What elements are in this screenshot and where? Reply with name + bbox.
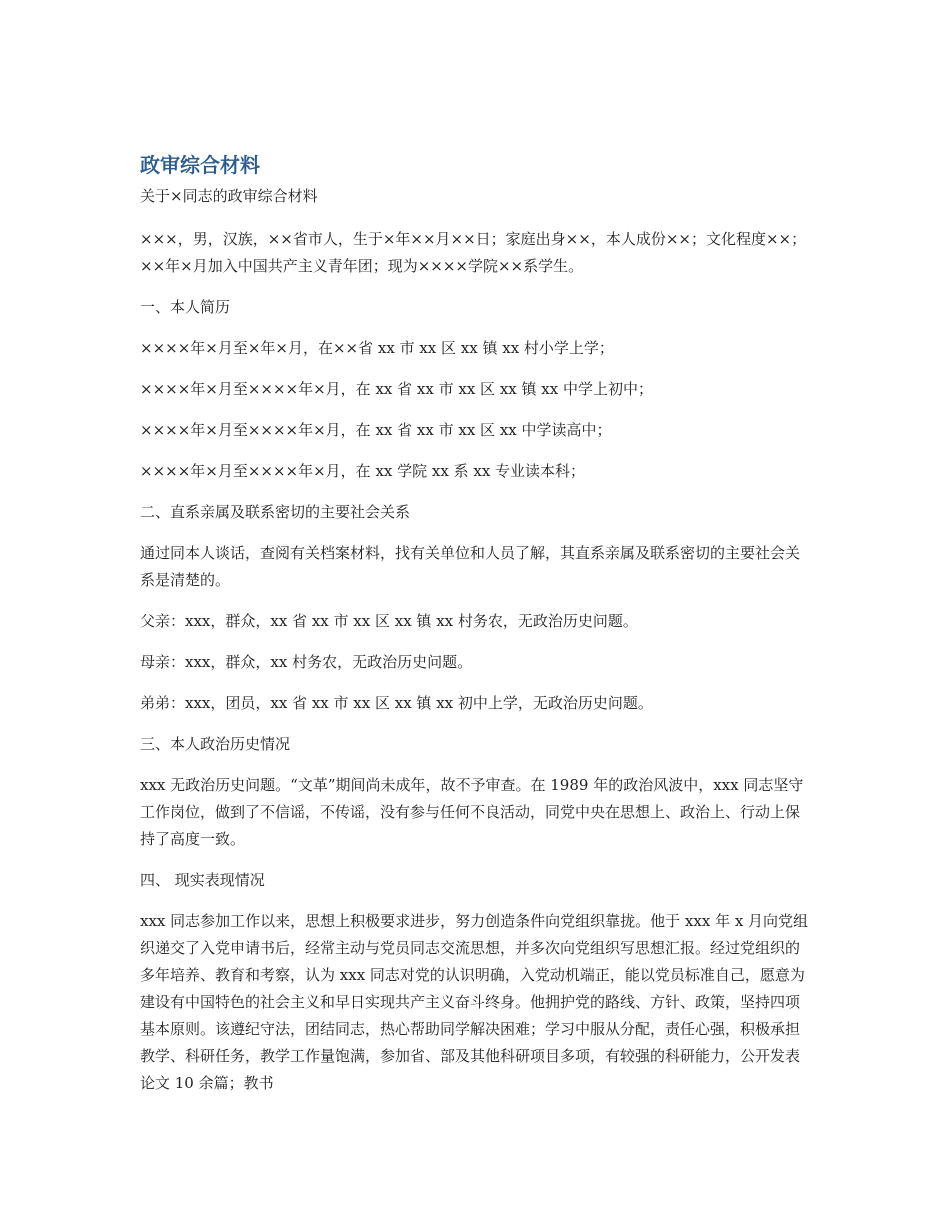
relative-brother: 弟弟：xxx，团员，xx 省 xx 市 xx 区 xx 镇 xx 初中上学，无政治历史问题。	[140, 694, 653, 712]
section-heading-political-history: 三、本人政治历史情况	[140, 735, 291, 753]
paragraph-political-history: xxx 无政治历史问题。“文革”期间尚未成年，故不予审查。在 1989 年的政治风波中，xxx 同志坚守工作岗位，做到了不信谣，不传谣，没有参与任何不良活动，同党中央在思想上、政治上、行动上保持了高度一致。	[140, 776, 804, 848]
section-heading-resume: 一、本人简历	[140, 298, 231, 316]
resume-item: ××××年×月至×年×月，在××省 xx 市 xx 区 xx 镇 xx 村小学上学；	[140, 339, 614, 357]
resume-item: ××××年×月至××××年×月，在 xx 学院 xx 系 xx 专业读本科；	[140, 462, 586, 480]
paragraph-intro: ×××，男，汉族，××省市人，生于×年××月××日；家庭出身××，本人成份××；文化程度××；××年×月加入中国共产主义青年团；现为××××学院××系学生。	[140, 230, 807, 275]
document-page	[140, 150, 812, 1111]
relative-father: 父亲：xxx，群众，xx 省 xx 市 xx 区 xx 镇 xx 村务农，无政治历史问题。	[140, 612, 638, 630]
section-heading-current-performance: 四、 现实表现情况	[140, 871, 265, 889]
relative-mother: 母亲：xxx，群众，xx 村务农，无政治历史问题。	[140, 653, 473, 671]
resume-item: ××××年×月至××××年×月，在 xx 省 xx 市 xx 区 xx 中学读高中；	[140, 421, 612, 439]
resume-item: ××××年×月至××××年×月，在 xx 省 xx 市 xx 区 xx 镇 xx 中学上初中；	[140, 380, 653, 398]
document-title: 政审综合材料	[140, 153, 260, 177]
paragraph-current-performance: xxx 同志参加工作以来，思想上积极要求进步，努力创造条件向党组织靠拢。他于 xxx 年 x 月向党组织递交了入党申请书后，经常主动与党员同志交流思想，并多次向党组织写思想汇报。经过党组织的多年培养、教育和考察，认为 xxx 同志对党的认识明确，入党动机端正，能以党员标准自己，愿意为建设有中国特色的社会主义和早日实现共产主义奋斗终身。他拥护党的路线、方针、政策，坚持四项基本原则。该遵纪守法，团结同志，热心帮助同学解决困难；学习中服从分配，责任心强，积极承担教学、科研任务，教学工作量饱满，参加省、部及其他科研项目多项，有较强的科研能力，公开发表论文 10 余篇；教书	[140, 912, 809, 1092]
document-subtitle: 关于×同志的政审综合材料	[140, 187, 318, 205]
paragraph-relatives-summary: 通过同本人谈话，查阅有关档案材料，找有关单位和人员了解，其直系亲属及联系密切的主要社会关系是清楚的。	[140, 544, 801, 589]
section-heading-relatives: 二、直系亲属及联系密切的主要社会关系	[140, 503, 411, 521]
